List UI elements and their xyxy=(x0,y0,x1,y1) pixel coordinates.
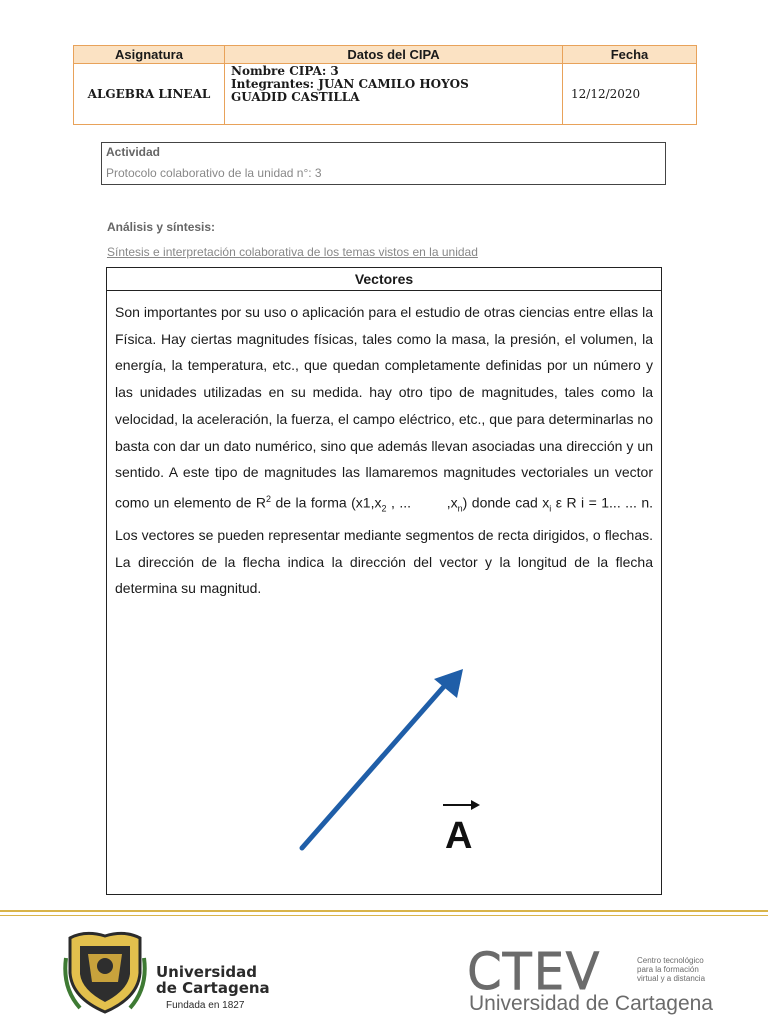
ctev-note-line3: virtual y a distancia xyxy=(637,974,706,983)
university-name xyxy=(156,964,270,996)
university-logo xyxy=(60,928,320,1018)
cipa-members-1: Integrantes: JUAN CAMILO HOYOS xyxy=(231,77,469,91)
university-name-line2: de Cartagena xyxy=(156,979,270,997)
university-founded: Fundada en 1827 xyxy=(166,1000,245,1011)
university-crest-icon xyxy=(60,928,150,1018)
footer-divider-bottom xyxy=(0,915,768,916)
body-text-1: Son importantes por su uso o aplicación para el estudio de otras ciencias entre ellas la Física. Hay ciertas magnitudes físicas, tales como la masa, la presión, el volumen, la energía, la temperatura, etc., que quedan completamente definidas por un número y las unidades utilizadas en su medida. hay otro tipo de magnitudes, tales como la velocidad, la aceleración, la fuerza, el campo eléctrico, etc., que para determinarlas no basta con dar un dato numérico, sino que además llevan asociadas una dirección y un sentido. A este tipo de magnitudes las llamaremos magnitudes vectoriales un vector como un elemento de R xyxy=(115,304,653,511)
cipa-name: Nombre CIPA: 3 xyxy=(231,64,339,78)
ctev-note xyxy=(637,956,705,983)
header-table xyxy=(73,45,697,125)
vector-arrow-shaft xyxy=(302,683,447,848)
ctev-note-line2: para la formación xyxy=(637,965,699,974)
cipa-cell xyxy=(225,64,563,125)
ctev-logo-text: CTEV xyxy=(467,948,601,992)
subscript-2: 2 xyxy=(381,503,387,514)
subscript-i: i xyxy=(549,503,552,514)
superscript-2: 2 xyxy=(265,493,271,504)
body-text-5: ε R i = 1... ... n. Los vectores se pueden representar mediante segmentos de recta dirigidos, o flechas. La dirección de la flecha indica la dirección del vector y la longitud de la flecha determina su magnitud. xyxy=(115,494,654,597)
activity-box xyxy=(101,142,666,185)
col-cipa-header: Datos del CIPA xyxy=(225,46,563,64)
cipa-members-2: GUADID CASTILLA xyxy=(231,90,360,104)
body-text-4: ) donde cad x xyxy=(462,494,550,511)
subscript-n: n xyxy=(457,503,463,514)
vector-arrow-figure xyxy=(287,653,497,853)
footer-divider-top xyxy=(0,910,768,912)
activity-title: Actividad xyxy=(106,145,161,159)
analysis-subtitle: Síntesis e interpretación colaborativa de los temas vistos en la unidad xyxy=(107,245,478,259)
ctev-logo xyxy=(467,948,727,1018)
col-subject-header: Asignatura xyxy=(74,46,225,64)
vector-label-arrow-head xyxy=(471,800,480,810)
ctev-subtitle: Universidad de Cartagena xyxy=(469,992,713,1015)
vectores-heading: Vectores xyxy=(107,268,661,291)
university-name-line1: Universidad xyxy=(156,963,258,981)
body-text-3: , ... ,x xyxy=(386,494,458,511)
ctev-note-line1: Centro tecnológico xyxy=(637,956,704,965)
vectores-box xyxy=(106,267,662,895)
ctev-logo-icon xyxy=(467,948,627,992)
activity-text: Protocolo colaborativo de la unidad n°: 3 xyxy=(106,166,322,180)
body-text-2: de la forma (x1,x xyxy=(270,494,382,511)
col-date-header: Fecha xyxy=(563,46,697,64)
vectores-body xyxy=(115,299,653,602)
vector-label: A xyxy=(445,815,473,853)
date-cell: 12/12/2020 xyxy=(563,64,697,125)
subject-cell: ALGEBRA LINEAL xyxy=(74,64,225,125)
analysis-title: Análisis y síntesis: xyxy=(107,220,216,234)
